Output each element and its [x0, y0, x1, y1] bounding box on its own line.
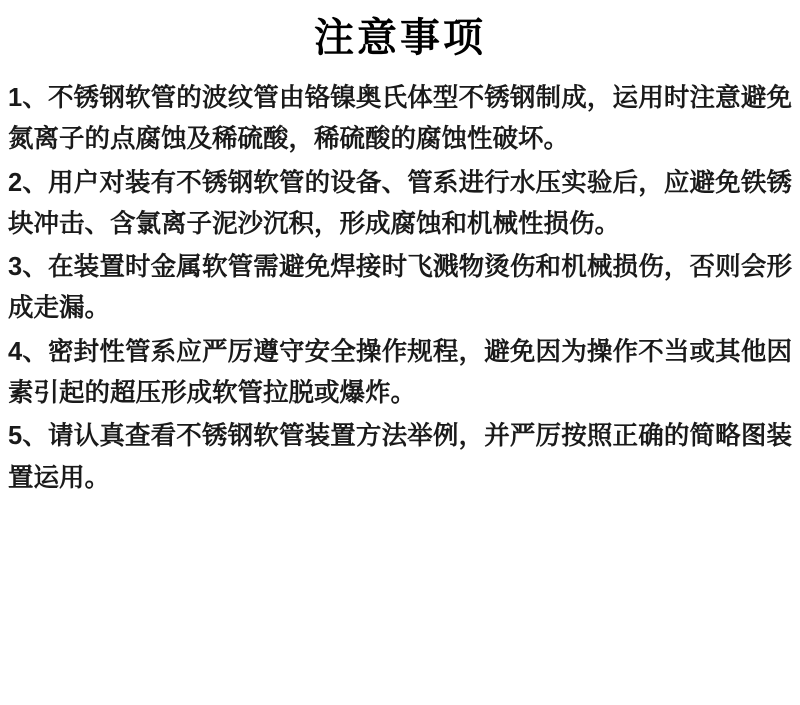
- list-item: 2、用户对装有不锈钢软管的设备、管系进行水压实验后，应避免铁锈块冲击、含氯离子泥沙沉积，形成腐蚀和机械性损伤。: [8, 168, 792, 238]
- notice-list: [6, 78, 794, 499]
- list-item: 5、请认真查看不锈钢软管装置方法举例，并严厉按照正确的简略图装置运用。: [8, 422, 792, 492]
- page-title: 注意事项: [314, 16, 486, 60]
- list-item: 4、密封性管系应严厉遵守安全操作规程，避免因为操作不当或其他因素引起的超压形成软管拉脱或爆炸。: [8, 337, 792, 408]
- list-item: 1、不锈钢软管的波纹管由铬镍奥氏体型不锈钢制成，运用时注意避免氮离子的点腐蚀及稀硫酸，稀硫酸的腐蚀性破坏。: [8, 84, 792, 154]
- list-item: 3、在装置时金属软管需避免焊接时飞溅物烫伤和机械损伤，否则会形成走漏。: [8, 253, 792, 323]
